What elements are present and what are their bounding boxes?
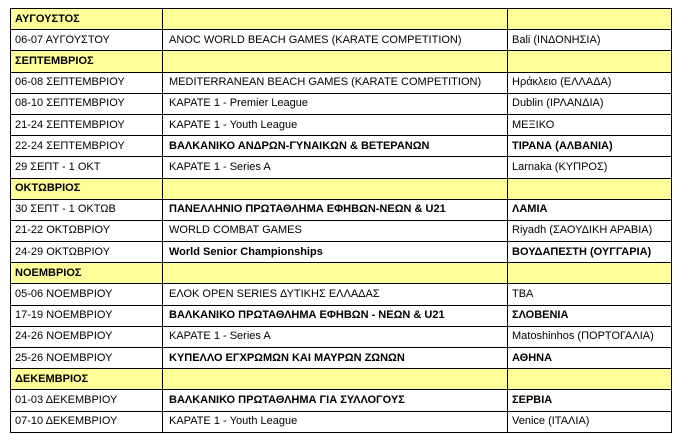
event-name: ANOC WORLD BEACH GAMES (KARATE COMPETITION)	[163, 30, 508, 51]
month-header-row	[11, 51, 672, 72]
event-location: TBA	[508, 284, 672, 305]
event-row	[11, 30, 672, 51]
month-header-row	[11, 263, 672, 284]
event-location: Venice (ΙΤΑΛΙΑ)	[508, 411, 672, 432]
empty-cell	[163, 9, 508, 30]
event-date: 21-24 ΣΕΠΤΕΜΒΡΙΟΥ	[11, 114, 163, 135]
event-name: ΒΑΛΚΑΝΙΚΟ ΠΡΩΤΑΘΛΗΜΑ ΕΦΗΒΩΝ - ΝΕΩΝ & U21	[163, 305, 508, 326]
event-name: ΚΑΡΑΤΕ 1 - Youth League	[163, 114, 508, 135]
event-row	[11, 390, 672, 411]
event-name: ΠΑΝΕΛΛΗΝΙΟ ΠΡΩΤΑΘΛΗΜΑ ΕΦΗΒΩΝ-ΝΕΩΝ & U21	[163, 199, 508, 220]
month-label: ΔΕΚΕΜΒΡΙΟΣ	[11, 369, 163, 390]
event-row	[11, 326, 672, 347]
event-location: ΜΕΞΙΚΟ	[508, 114, 672, 135]
event-location: ΑΘΗΝΑ	[508, 348, 672, 369]
event-location: ΛΑΜΙΑ	[508, 199, 672, 220]
event-location: Ηράκλειο (ΕΛΛΑΔΑ)	[508, 72, 672, 93]
event-location: Larnaka (ΚΥΠΡΟΣ)	[508, 157, 672, 178]
event-location: ΤΙΡΑΝΑ (ΑΛΒΑΝΙΑ)	[508, 136, 672, 157]
event-date: 25-26 ΝΟΕΜΒΡΙΟΥ	[11, 348, 163, 369]
event-row	[11, 199, 672, 220]
month-header-row	[11, 178, 672, 199]
empty-cell	[508, 263, 672, 284]
event-schedule-table	[10, 8, 672, 433]
event-date: 05-06 ΝΟΕΜΒΡΙΟΥ	[11, 284, 163, 305]
event-row	[11, 72, 672, 93]
event-row	[11, 157, 672, 178]
empty-cell	[163, 263, 508, 284]
empty-cell	[508, 51, 672, 72]
event-row	[11, 411, 672, 432]
month-header-row	[11, 9, 672, 30]
event-name: World Senior Championships	[163, 242, 508, 263]
event-name: ΚΥΠΕΛΛΟ ΕΓΧΡΩΜΩΝ ΚΑΙ ΜΑΥΡΩΝ ΖΩΝΩΝ	[163, 348, 508, 369]
empty-cell	[508, 369, 672, 390]
event-date: 30 ΣΕΠΤ - 1 ΟΚΤΩΒ	[11, 199, 163, 220]
schedule-container	[10, 8, 672, 433]
event-location: Dublin (ΙΡΛΑΝΔΙΑ)	[508, 93, 672, 114]
event-name: ΒΑΛΚΑΝΙΚΟ ΑΝΔΡΩΝ-ΓΥΝΑΙΚΩΝ & ΒΕΤΕΡΑΝΩΝ	[163, 136, 508, 157]
event-date: 07-10 ΔΕΚΕΜΒΡΙΟΥ	[11, 411, 163, 432]
event-location: ΣΛΟΒΕΝΙΑ	[508, 305, 672, 326]
event-location: Bali (ΙΝΔΟΝΗΣΙΑ)	[508, 30, 672, 51]
event-date: 29 ΣΕΠΤ - 1 ΟΚΤ	[11, 157, 163, 178]
event-row	[11, 136, 672, 157]
event-location: Riyadh (ΣΑΟΥΔΙΚΗ ΑΡΑΒΙΑ)	[508, 220, 672, 241]
month-label: ΟΚΤΩΒΡΙΟΣ	[11, 178, 163, 199]
event-name: ΚΑΡΑΤΕ 1 - Series A	[163, 326, 508, 347]
event-row	[11, 114, 672, 135]
event-date: 06-08 ΣΕΠΤΕΜΒΡΙΟΥ	[11, 72, 163, 93]
event-date: 08-10 ΣΕΠΤΕΜΒΡΙΟΥ	[11, 93, 163, 114]
month-label: ΝΟΕΜΒΡΙΟΣ	[11, 263, 163, 284]
event-location: Matoshinhos (ΠΟΡΤΟΓΑΛΙΑ)	[508, 326, 672, 347]
event-name: ΚΑΡΑΤΕ 1 - Premier League	[163, 93, 508, 114]
event-date: 21-22 ΟΚΤΩΒΡΙΟΥ	[11, 220, 163, 241]
event-name: ΚΑΡΑΤΕ 1 - Series A	[163, 157, 508, 178]
event-date: 22-24 ΣΕΠΤΕΜΒΡΙΟΥ	[11, 136, 163, 157]
empty-cell	[163, 51, 508, 72]
event-row	[11, 220, 672, 241]
event-name: MEDITERRANEAN BEACH GAMES (KARATE COMPETITION)	[163, 72, 508, 93]
event-date: 24-26 ΝΟΕΜΒΡΙΟΥ	[11, 326, 163, 347]
empty-cell	[163, 178, 508, 199]
empty-cell	[163, 369, 508, 390]
event-name: WORLD COMBAT GAMES	[163, 220, 508, 241]
empty-cell	[508, 9, 672, 30]
event-date: 06-07 ΑΥΓΟΥΣΤΟΥ	[11, 30, 163, 51]
month-header-row	[11, 369, 672, 390]
event-name: ΒΑΛΚΑΝΙΚΟ ΠΡΩΤΑΘΛΗΜΑ ΓΙΑ ΣΥΛΛΟΓΟΥΣ	[163, 390, 508, 411]
event-schedule-body	[11, 9, 672, 433]
empty-cell	[508, 178, 672, 199]
event-date: 01-03 ΔΕΚΕΜΒΡΙΟΥ	[11, 390, 163, 411]
event-name: ΕΛΟΚ OPEN SERIES ΔΥΤΙΚΗΣ ΕΛΛΑΔΑΣ	[163, 284, 508, 305]
event-row	[11, 242, 672, 263]
event-date: 24-29 ΟΚΤΩΒΡΙΟΥ	[11, 242, 163, 263]
event-row	[11, 348, 672, 369]
month-label: ΑΥΓΟΥΣΤΟΣ	[11, 9, 163, 30]
event-location: ΒΟΥΔΑΠΕΣΤΗ (ΟΥΓΓΑΡΙΑ)	[508, 242, 672, 263]
event-row	[11, 305, 672, 326]
event-name: ΚΑΡΑΤΕ 1 - Youth League	[163, 411, 508, 432]
event-location: ΣΕΡΒΙΑ	[508, 390, 672, 411]
event-row	[11, 93, 672, 114]
event-row	[11, 284, 672, 305]
event-date: 17-19 ΝΟΕΜΒΡΙΟΥ	[11, 305, 163, 326]
month-label: ΣΕΠΤΕΜΒΡΙΟΣ	[11, 51, 163, 72]
